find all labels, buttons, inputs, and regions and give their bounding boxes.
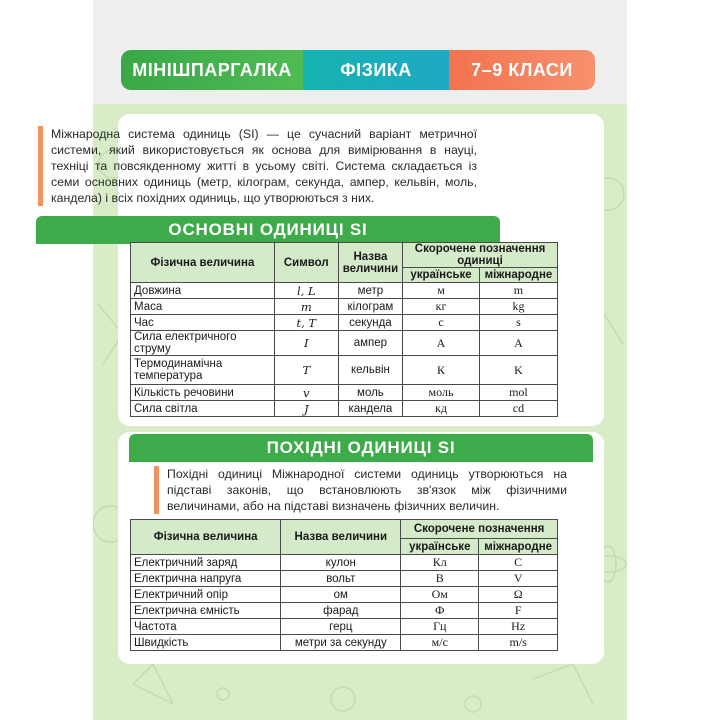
table-row	[131, 385, 558, 401]
cell-intl: m/s	[479, 635, 558, 651]
derived-intro-text: Похідні одиниці Міжнародної системи одиниць утворюються на підставі законів, що встановлюють зв'язок між фізичними величинами, або на підставі визначень фізичних величин.	[154, 466, 567, 514]
cell-ua: Ф	[401, 603, 479, 619]
cell-name: кілограм	[338, 299, 402, 315]
col-ua: українське	[401, 539, 479, 555]
cell-intl: cd	[479, 401, 557, 417]
cell-intl: m	[479, 283, 557, 299]
col-quantity: Фізична величина	[131, 520, 281, 555]
cell-symbol: T	[274, 356, 338, 385]
header-banner	[121, 50, 595, 90]
cell-intl: s	[479, 315, 557, 331]
cell-name: метри за секунду	[281, 635, 401, 651]
cell-ua: моль	[403, 385, 480, 401]
col-symbol: Символ	[274, 243, 338, 283]
cell-quantity: Кількість речовини	[131, 385, 275, 401]
col-quantity: Фізична величина	[131, 243, 275, 283]
col-ua: українське	[403, 268, 480, 283]
cell-quantity: Електричний заряд	[131, 555, 281, 571]
cell-ua: Кл	[401, 555, 479, 571]
derived-units-table	[130, 519, 558, 651]
cell-quantity: Сила світла	[131, 401, 275, 417]
cell-ua: Ом	[401, 587, 479, 603]
cell-ua: кг	[403, 299, 480, 315]
table-row	[131, 356, 558, 385]
cell-name: ом	[281, 587, 401, 603]
table-row	[131, 315, 558, 331]
table-row	[131, 619, 558, 635]
cell-symbol: J	[274, 401, 338, 417]
cell-name: секунда	[338, 315, 402, 331]
derived-units-title: ПОХІДНІ ОДИНИЦІ SI	[129, 434, 593, 462]
cell-symbol: I	[274, 331, 338, 356]
cell-ua: м/с	[401, 635, 479, 651]
banner-grades: 7–9 КЛАСИ	[449, 50, 595, 90]
table-row	[131, 603, 558, 619]
cell-quantity: Швидкість	[131, 635, 281, 651]
cell-name: кельвін	[338, 356, 402, 385]
cell-intl: A	[479, 331, 557, 356]
col-name: Назва величини	[338, 243, 402, 283]
table-row	[131, 299, 558, 315]
cell-intl: F	[479, 603, 558, 619]
cell-quantity: Час	[131, 315, 275, 331]
cell-ua: А	[403, 331, 480, 356]
cell-quantity: Сила електричного струму	[131, 331, 275, 356]
base-units-table	[130, 242, 558, 417]
cell-intl: Hz	[479, 619, 558, 635]
cell-ua: В	[401, 571, 479, 587]
table-row	[131, 587, 558, 603]
cell-symbol: v	[274, 385, 338, 401]
col-intl: міжнародне	[479, 268, 557, 283]
table-row	[131, 331, 558, 356]
cell-quantity: Маса	[131, 299, 275, 315]
cell-intl: kg	[479, 299, 557, 315]
cell-name: моль	[338, 385, 402, 401]
banner-subject: ФІЗИКА	[303, 50, 449, 90]
cell-symbol: l, L	[274, 283, 338, 299]
cell-ua: кд	[403, 401, 480, 417]
cell-ua: К	[403, 356, 480, 385]
si-intro-text: Міжнародна система одиниць (SI) — це сучасний варіант метричної системи, який використовується як основа для вимірювання в науці, техніці та повсякденному житті в усьому світі. Система складається із семи основних одиниць (метр, кілограм, секунда, ампер, кельвін, моль, кандела) і всіх похідних одиниць, що утворюються з них.	[38, 126, 477, 206]
col-abbr: Скорочене позначення одиниці	[403, 243, 558, 268]
table-row	[131, 635, 558, 651]
table-row	[131, 555, 558, 571]
cell-quantity: Електрична напруга	[131, 571, 281, 587]
cell-ua: Гц	[401, 619, 479, 635]
col-intl: міжнародне	[479, 539, 558, 555]
col-abbr: Скорочене позначення	[401, 520, 558, 539]
banner-title: МІНІШПАРГАЛКА	[121, 50, 303, 90]
cell-intl: K	[479, 356, 557, 385]
cell-quantity: Електрична ємність	[131, 603, 281, 619]
cell-symbol: t, T	[274, 315, 338, 331]
cell-quantity: Частота	[131, 619, 281, 635]
cell-symbol: m	[274, 299, 338, 315]
cell-intl: C	[479, 555, 558, 571]
cell-name: герц	[281, 619, 401, 635]
col-name: Назва величини	[281, 520, 401, 555]
cell-quantity: Електричний опір	[131, 587, 281, 603]
cell-name: ампер	[338, 331, 402, 356]
cell-quantity: Довжина	[131, 283, 275, 299]
table-row	[131, 283, 558, 299]
cell-intl: Ω	[479, 587, 558, 603]
cell-name: фарад	[281, 603, 401, 619]
cell-name: метр	[338, 283, 402, 299]
base-units-title: ОСНОВНІ ОДИНИЦІ SI	[36, 216, 500, 244]
cell-intl: V	[479, 571, 558, 587]
cell-ua: с	[403, 315, 480, 331]
table-row	[131, 571, 558, 587]
cell-intl: mol	[479, 385, 557, 401]
cell-name: кулон	[281, 555, 401, 571]
cell-name: кандела	[338, 401, 402, 417]
cell-ua: м	[403, 283, 480, 299]
cell-name: вольт	[281, 571, 401, 587]
table-row	[131, 401, 558, 417]
cell-quantity: Термодинамічна температура	[131, 356, 275, 385]
